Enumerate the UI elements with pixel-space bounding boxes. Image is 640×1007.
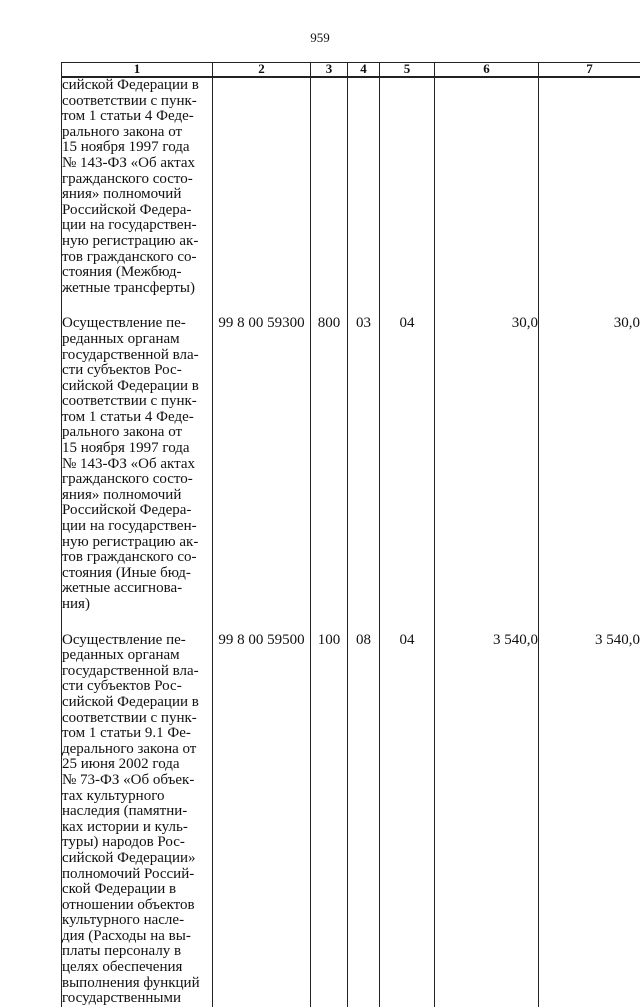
row-description: Осуществление пе- реданных органам государственной вла- сти субъектов Рос- сийской Федерации в соответствии с пунк- том 1 статьи 4 Феде- рального закона от 15 ноября 1997 года № 143-ФЗ «Об актах гражданского состо- яния» полномочий Российской Федера- ции на государствен- ную регистрацию ак- тов гражданского со- стояния (Иные бюд- жетные ассигнова- ния) bbox=[62, 316, 213, 612]
row-amount-2: 3 540,0 bbox=[539, 633, 640, 1007]
row-amount-1: 3 540,0 bbox=[435, 633, 539, 1007]
row-amount-2: 30,0 bbox=[539, 316, 640, 612]
row-amount-1: 30,0 bbox=[435, 316, 539, 612]
row-spacer bbox=[62, 613, 640, 633]
row-description: сийской Федерации в соответствии с пунк- том 1 статьи 4 Феде- рального закона от 15 ноября 1997 года № 143-ФЗ «Об актах гражданского состо- яния» полномочий Российской Федера- ции на государствен- ную регистрацию ак- тов гражданского со- стояния (Межбюд- жетные трансферты) bbox=[62, 77, 213, 296]
table-row bbox=[62, 633, 640, 1007]
col-header-2: 2 bbox=[213, 63, 311, 78]
row-pr bbox=[380, 77, 435, 296]
row-rz: 03 bbox=[348, 316, 380, 612]
row-code bbox=[213, 77, 311, 296]
row-pr: 04 bbox=[380, 316, 435, 612]
col-header-5: 5 bbox=[380, 63, 435, 78]
row-rz bbox=[348, 77, 380, 296]
row-rz: 08 bbox=[348, 633, 380, 1007]
row-amount-1 bbox=[435, 77, 539, 296]
row-code: 99 8 00 59300 bbox=[213, 316, 311, 612]
col-header-3: 3 bbox=[311, 63, 348, 78]
row-spacer bbox=[62, 296, 640, 316]
col-header-6: 6 bbox=[435, 63, 539, 78]
budget-table bbox=[61, 62, 640, 1007]
page-number: 959 bbox=[0, 30, 640, 46]
col-header-7: 7 bbox=[539, 63, 640, 78]
table-header-row bbox=[62, 63, 640, 78]
row-pr: 04 bbox=[380, 633, 435, 1007]
row-vr bbox=[311, 77, 348, 296]
row-amount-2 bbox=[539, 77, 640, 296]
col-header-1: 1 bbox=[62, 63, 213, 78]
row-vr: 100 bbox=[311, 633, 348, 1007]
row-code: 99 8 00 59500 bbox=[213, 633, 311, 1007]
row-description: Осуществление пе- реданных органам государственной вла- сти субъектов Рос- сийской Федерации в соответствии с пунк- том 1 статьи 9.1 Фе- дерального закона от 25 июня 2002 года № 73-ФЗ «Об объек- тах культурного наследия (памятни- ках истории и куль- туры) народов Рос- сийской Федерации» полномочий Россий- ской Федерации в отношении объектов культурного насле- дия (Расходы на вы- платы персоналу в целях обеспечения выполнения функций государственными bbox=[62, 633, 213, 1007]
col-header-4: 4 bbox=[348, 63, 380, 78]
row-vr: 800 bbox=[311, 316, 348, 612]
table-row bbox=[62, 77, 640, 296]
table-row bbox=[62, 316, 640, 612]
